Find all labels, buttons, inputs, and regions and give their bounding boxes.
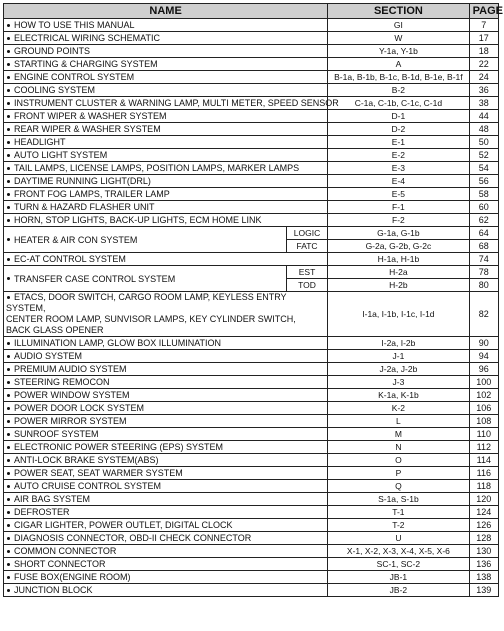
section-cell: H-1a, H-1b (328, 253, 469, 266)
section-cell: N (328, 441, 469, 454)
page-cell: 106 (469, 402, 498, 415)
bullet-icon (7, 141, 10, 144)
section-cell: I-1a, I-1b, I-1c, I-1d (328, 292, 469, 337)
bullet-icon (7, 420, 10, 423)
page-cell: 118 (469, 480, 498, 493)
page-cell: 24 (469, 71, 498, 84)
page-cell: 126 (469, 519, 498, 532)
section-cell: O (328, 454, 469, 467)
contents-body-bottom (4, 337, 499, 597)
contents-body-top (4, 19, 499, 227)
bullet-icon (7, 102, 10, 105)
bullet-icon (7, 576, 10, 579)
bullet-icon (7, 485, 10, 488)
page-cell: 116 (469, 467, 498, 480)
page-cell: 36 (469, 84, 498, 97)
bullet-icon (7, 381, 10, 384)
table-row-name: GROUND POINTS (4, 45, 328, 58)
table-row-name: STARTING & CHARGING SYSTEM (4, 58, 328, 71)
table-row-name: HOW TO USE THIS MANUAL (4, 19, 328, 32)
table-row (4, 201, 499, 214)
section-cell: E-3 (328, 162, 469, 175)
section-cell: J-2a, J-2b (328, 363, 469, 376)
section-cell: Y-1a, Y-1b (328, 45, 469, 58)
page-cell: 18 (469, 45, 498, 58)
table-row (4, 571, 499, 584)
bullet-icon (7, 296, 10, 299)
table-row (4, 45, 499, 58)
table-row (4, 584, 499, 597)
page-cell: 62 (469, 214, 498, 227)
page-cell: 96 (469, 363, 498, 376)
page-cell: 54 (469, 162, 498, 175)
table-row (4, 58, 499, 71)
page-cell: 52 (469, 149, 498, 162)
table-row-name: TAIL LAMPS, LICENSE LAMPS, POSITION LAMPS, MARKER LAMPS (4, 162, 328, 175)
section-cell: H-2b (328, 279, 469, 292)
bullet-icon (7, 407, 10, 410)
bullet-icon (7, 258, 10, 261)
section-cell: A (328, 58, 469, 71)
bullet-icon (7, 238, 10, 241)
bullet-icon (7, 277, 10, 280)
header-name: NAME (4, 4, 328, 19)
table-row-name: POWER SEAT, SEAT WARMER SYSTEM (4, 467, 328, 480)
page-cell: 124 (469, 506, 498, 519)
page-cell: 48 (469, 123, 498, 136)
page-cell: 110 (469, 428, 498, 441)
section-cell: J-1 (328, 350, 469, 363)
section-cell: E-4 (328, 175, 469, 188)
section-cell: E-5 (328, 188, 469, 201)
table-row (4, 454, 499, 467)
page-cell: 136 (469, 558, 498, 571)
section-cell: E-2 (328, 149, 469, 162)
table-row-name: CIGAR LIGHTER, POWER OUTLET, DIGITAL CLOCK (4, 519, 328, 532)
section-cell: H-2a (328, 266, 469, 279)
table-row-name: DAYTIME RUNNING LIGHT(DRL) (4, 175, 328, 188)
header-page: PAGE (469, 4, 498, 19)
sub-label: LOGIC (286, 227, 327, 240)
page-cell: 80 (469, 279, 498, 292)
table-row-name: SHORT CONNECTOR (4, 558, 328, 571)
table-row-name: DIAGNOSIS CONNECTOR, OBD-II CHECK CONNECTOR (4, 532, 328, 545)
table-row-name: ETACS, DOOR SWITCH, CARGO ROOM LAMP, KEYLESS ENTRY SYSTEM, CENTER ROOM LAMP, SUNVISOR LAMPS, KEY CYLINDER SWITCH, BACK GLASS OPENER (4, 292, 328, 337)
bullet-icon (7, 180, 10, 183)
bullet-icon (7, 368, 10, 371)
page-cell: 108 (469, 415, 498, 428)
page-cell: 139 (469, 584, 498, 597)
page-cell: 44 (469, 110, 498, 123)
table-row (4, 337, 499, 350)
bullet-icon (7, 459, 10, 462)
section-cell: K-1a, K-1b (328, 389, 469, 402)
table-row (4, 214, 499, 227)
bullet-icon (7, 167, 10, 170)
page-cell: 138 (469, 571, 498, 584)
section-cell: T-2 (328, 519, 469, 532)
table-row-name: ILLUMINATION LAMP, GLOW BOX ILLUMINATION (4, 337, 328, 350)
bullet-icon (7, 433, 10, 436)
header-section: SECTION (328, 4, 469, 19)
bullet-icon (7, 342, 10, 345)
section-cell: Q (328, 480, 469, 493)
table-row-name: DEFROSTER (4, 506, 328, 519)
table-row (4, 506, 499, 519)
page-cell: 17 (469, 32, 498, 45)
table-row (4, 84, 499, 97)
bullet-icon (7, 524, 10, 527)
section-cell: U (328, 532, 469, 545)
section-cell: E-1 (328, 136, 469, 149)
table-row-name: COMMON CONNECTOR (4, 545, 328, 558)
section-cell: G-2a, G-2b, G-2c (328, 240, 469, 253)
section-cell: JB-1 (328, 571, 469, 584)
table-row-name: AIR BAG SYSTEM (4, 493, 328, 506)
table-row (4, 123, 499, 136)
section-cell: K-2 (328, 402, 469, 415)
bullet-icon (7, 446, 10, 449)
bullet-icon (7, 193, 10, 196)
page-cell: 102 (469, 389, 498, 402)
table-row (4, 97, 499, 110)
table-row-name: FRONT WIPER & WASHER SYSTEM (4, 110, 328, 123)
bullet-icon (7, 89, 10, 92)
page-cell: 7 (469, 19, 498, 32)
page-cell: 68 (469, 240, 498, 253)
page-cell: 120 (469, 493, 498, 506)
page-cell: 58 (469, 188, 498, 201)
section-cell: G-1a, G-1b (328, 227, 469, 240)
page-cell: 60 (469, 201, 498, 214)
table-row (4, 402, 499, 415)
table-row-name: TURN & HAZARD FLASHER UNIT (4, 201, 328, 214)
bullet-icon (7, 563, 10, 566)
section-cell: JB-2 (328, 584, 469, 597)
table-row-name: FRONT FOG LAMPS, TRAILER LAMP (4, 188, 328, 201)
bullet-icon (7, 537, 10, 540)
table-row-name: SUNROOF SYSTEM (4, 428, 328, 441)
table-row (4, 175, 499, 188)
table-row-name: COOLING SYSTEM (4, 84, 328, 97)
table-row (4, 493, 499, 506)
bullet-icon (7, 394, 10, 397)
table-row (4, 415, 499, 428)
table-row-name: ELECTRONIC POWER STEERING (EPS) SYSTEM (4, 441, 328, 454)
page-cell: 100 (469, 376, 498, 389)
section-cell: D-1 (328, 110, 469, 123)
sub-label: FATC (286, 240, 327, 253)
table-row (4, 110, 499, 123)
page-cell: 56 (469, 175, 498, 188)
table-row (4, 389, 499, 402)
bullet-icon (7, 115, 10, 118)
page-cell: 114 (469, 454, 498, 467)
page-cell: 130 (469, 545, 498, 558)
bullet-icon (7, 154, 10, 157)
table-row-name: AUTO CRUISE CONTROL SYSTEM (4, 480, 328, 493)
page-cell: 22 (469, 58, 498, 71)
table-row (4, 428, 499, 441)
table-row (4, 363, 499, 376)
table-row (4, 19, 499, 32)
table-row (4, 136, 499, 149)
table-row (4, 149, 499, 162)
table-row-name: POWER DOOR LOCK SYSTEM (4, 402, 328, 415)
table-row-name: STEERING REMOCON (4, 376, 328, 389)
table-row-name: PREMIUM AUDIO SYSTEM (4, 363, 328, 376)
table-row (4, 545, 499, 558)
sub-label: TOD (286, 279, 327, 292)
heater-group (4, 227, 499, 337)
table-row-name: FUSE BOX(ENGINE ROOM) (4, 571, 328, 584)
section-cell: S-1a, S-1b (328, 493, 469, 506)
section-cell: T-1 (328, 506, 469, 519)
bullet-icon (7, 63, 10, 66)
bullet-icon (7, 24, 10, 27)
table-row (4, 519, 499, 532)
table-row (4, 467, 499, 480)
table-row (4, 532, 499, 545)
table-row-name: HORN, STOP LIGHTS, BACK-UP LIGHTS, ECM HOME LINK (4, 214, 328, 227)
page-cell: 50 (469, 136, 498, 149)
section-cell: X-1, X-2, X-3, X-4, X-5, X-6 (328, 545, 469, 558)
table-row-name: INSTRUMENT CLUSTER & WARNING LAMP, MULTI METER, SPEED SENSOR (4, 97, 328, 110)
page-cell: 78 (469, 266, 498, 279)
section-cell: L (328, 415, 469, 428)
bullet-icon (7, 589, 10, 592)
page-cell: 128 (469, 532, 498, 545)
section-cell: B-2 (328, 84, 469, 97)
bullet-icon (7, 511, 10, 514)
contents-table (3, 3, 503, 597)
table-row-name: TRANSFER CASE CONTROL SYSTEM (4, 266, 287, 292)
section-cell: M (328, 428, 469, 441)
table-row-name: HEATER & AIR CON SYSTEM (4, 227, 287, 253)
section-cell: D-2 (328, 123, 469, 136)
bullet-icon (7, 50, 10, 53)
bullet-icon (7, 128, 10, 131)
table-row-name: HEADLIGHT (4, 136, 328, 149)
page-cell: 90 (469, 337, 498, 350)
bullet-icon (7, 206, 10, 209)
page-cell: 64 (469, 227, 498, 240)
bullet-icon (7, 472, 10, 475)
bullet-icon (7, 550, 10, 553)
table-row (4, 71, 499, 84)
table-row (4, 162, 499, 175)
bullet-icon (7, 76, 10, 79)
table-row-name: EC-AT CONTROL SYSTEM (4, 253, 328, 266)
table-row-name: ENGINE CONTROL SYSTEM (4, 71, 328, 84)
section-cell: GI (328, 19, 469, 32)
section-cell: P (328, 467, 469, 480)
page-cell: 38 (469, 97, 498, 110)
table-row-name: JUNCTION BLOCK (4, 584, 328, 597)
table-row (4, 188, 499, 201)
section-cell: F-1 (328, 201, 469, 214)
section-cell: W (328, 32, 469, 45)
table-row (4, 350, 499, 363)
section-cell: C-1a, C-1b, C-1c, C-1d (328, 97, 469, 110)
bullet-icon (7, 37, 10, 40)
table-row (4, 480, 499, 493)
section-cell: B-1a, B-1b, B-1c, B-1d, B-1e, B-1f (328, 71, 469, 84)
table-row-name: ANTI-LOCK BRAKE SYSTEM(ABS) (4, 454, 328, 467)
section-cell: SC-1, SC-2 (328, 558, 469, 571)
bullet-icon (7, 219, 10, 222)
bullet-icon (7, 355, 10, 358)
table-row-name: ELECTRICAL WIRING SCHEMATIC (4, 32, 328, 45)
section-cell: J-3 (328, 376, 469, 389)
table-row (4, 376, 499, 389)
table-row-name: POWER MIRROR SYSTEM (4, 415, 328, 428)
table-row-name: AUDIO SYSTEM (4, 350, 328, 363)
table-row (4, 32, 499, 45)
sub-label: EST (286, 266, 327, 279)
section-cell: I-2a, I-2b (328, 337, 469, 350)
bullet-icon (7, 498, 10, 501)
page-cell: 112 (469, 441, 498, 454)
table-row-name: AUTO LIGHT SYSTEM (4, 149, 328, 162)
table-row-name: POWER WINDOW SYSTEM (4, 389, 328, 402)
section-cell: F-2 (328, 214, 469, 227)
page-cell: 74 (469, 253, 498, 266)
table-row (4, 441, 499, 454)
table-row-name: REAR WIPER & WASHER SYSTEM (4, 123, 328, 136)
page-cell: 82 (469, 292, 498, 337)
page-cell: 94 (469, 350, 498, 363)
table-row (4, 558, 499, 571)
